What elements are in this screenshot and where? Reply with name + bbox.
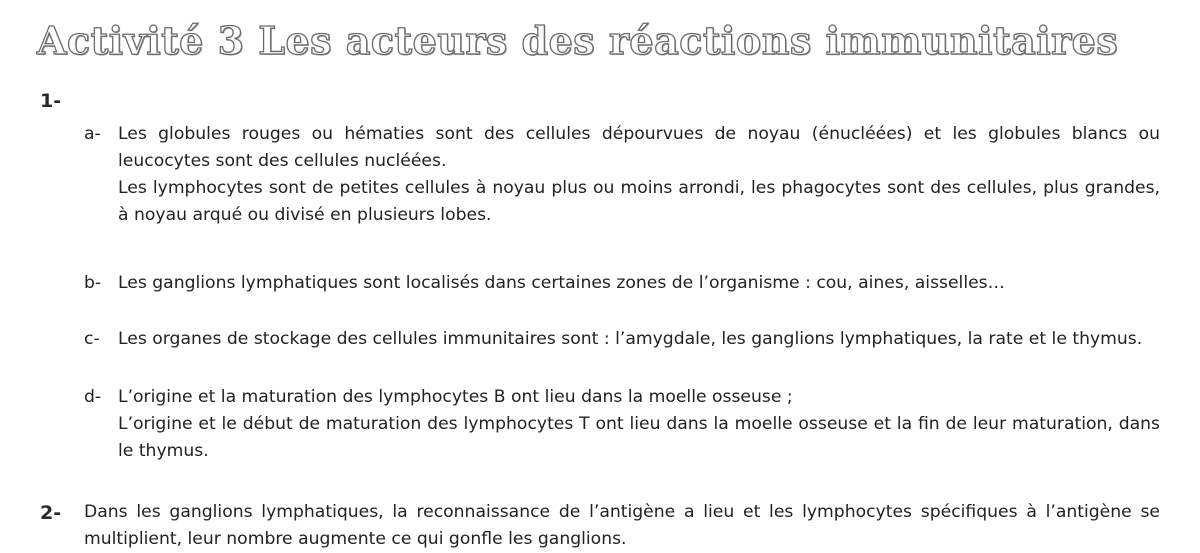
item-letter: c- bbox=[84, 329, 100, 349]
answer-item-d bbox=[84, 384, 1160, 465]
answer-item-a bbox=[84, 121, 1160, 229]
activity-title: Activité 3 Les acteurs des réactions immunitaires bbox=[37, 18, 1119, 63]
item-d-paragraph-1: L’origine et la maturation des lymphocytes B ont lieu dans la moelle osseuse ; bbox=[118, 387, 793, 407]
answer-item-c bbox=[84, 326, 1160, 353]
item-a-paragraph-1: Les globules rouges ou hématies sont des cellules dépourvues de noyau (énucléées) et les globules blancs ou leucocytes sont des cellules nucléées. bbox=[118, 124, 1160, 171]
answer-section-2: Dans les ganglions lymphatiques, la reconnaissance de l’antigène a lieu et les lymphocytes spécifiques à l’antigène se multiplient, leur nombre augmente ce qui gonfle les ganglions. bbox=[84, 502, 1160, 549]
item-c-paragraph-1: Les organes de stockage des cellules immunitaires sont : l’amygdale, les ganglions lymphatiques, la rate et le thymus. bbox=[118, 329, 1143, 349]
item-letter: b- bbox=[84, 273, 102, 293]
item-a-paragraph-2: Les lymphocytes sont de petites cellules à noyau plus ou moins arrondi, les phagocytes sont des cellules, plus grandes, à noyau arqué ou divisé en plusieurs lobes. bbox=[118, 178, 1160, 225]
section-number-2: 2- bbox=[40, 502, 62, 524]
item-d-paragraph-2: L’origine et le début de maturation des lymphocytes T ont lieu dans la moelle osseuse et la fin de leur maturation, dans le thymus. bbox=[118, 414, 1160, 461]
answer-item-b bbox=[84, 270, 1160, 297]
item-b-paragraph-1: Les ganglions lymphatiques sont localisés dans certaines zones de l’organisme : cou, aines, aisselles… bbox=[118, 273, 1005, 293]
section-number-1: 1- bbox=[40, 90, 62, 112]
item-letter: d- bbox=[84, 387, 102, 407]
item-letter: a- bbox=[84, 124, 101, 144]
